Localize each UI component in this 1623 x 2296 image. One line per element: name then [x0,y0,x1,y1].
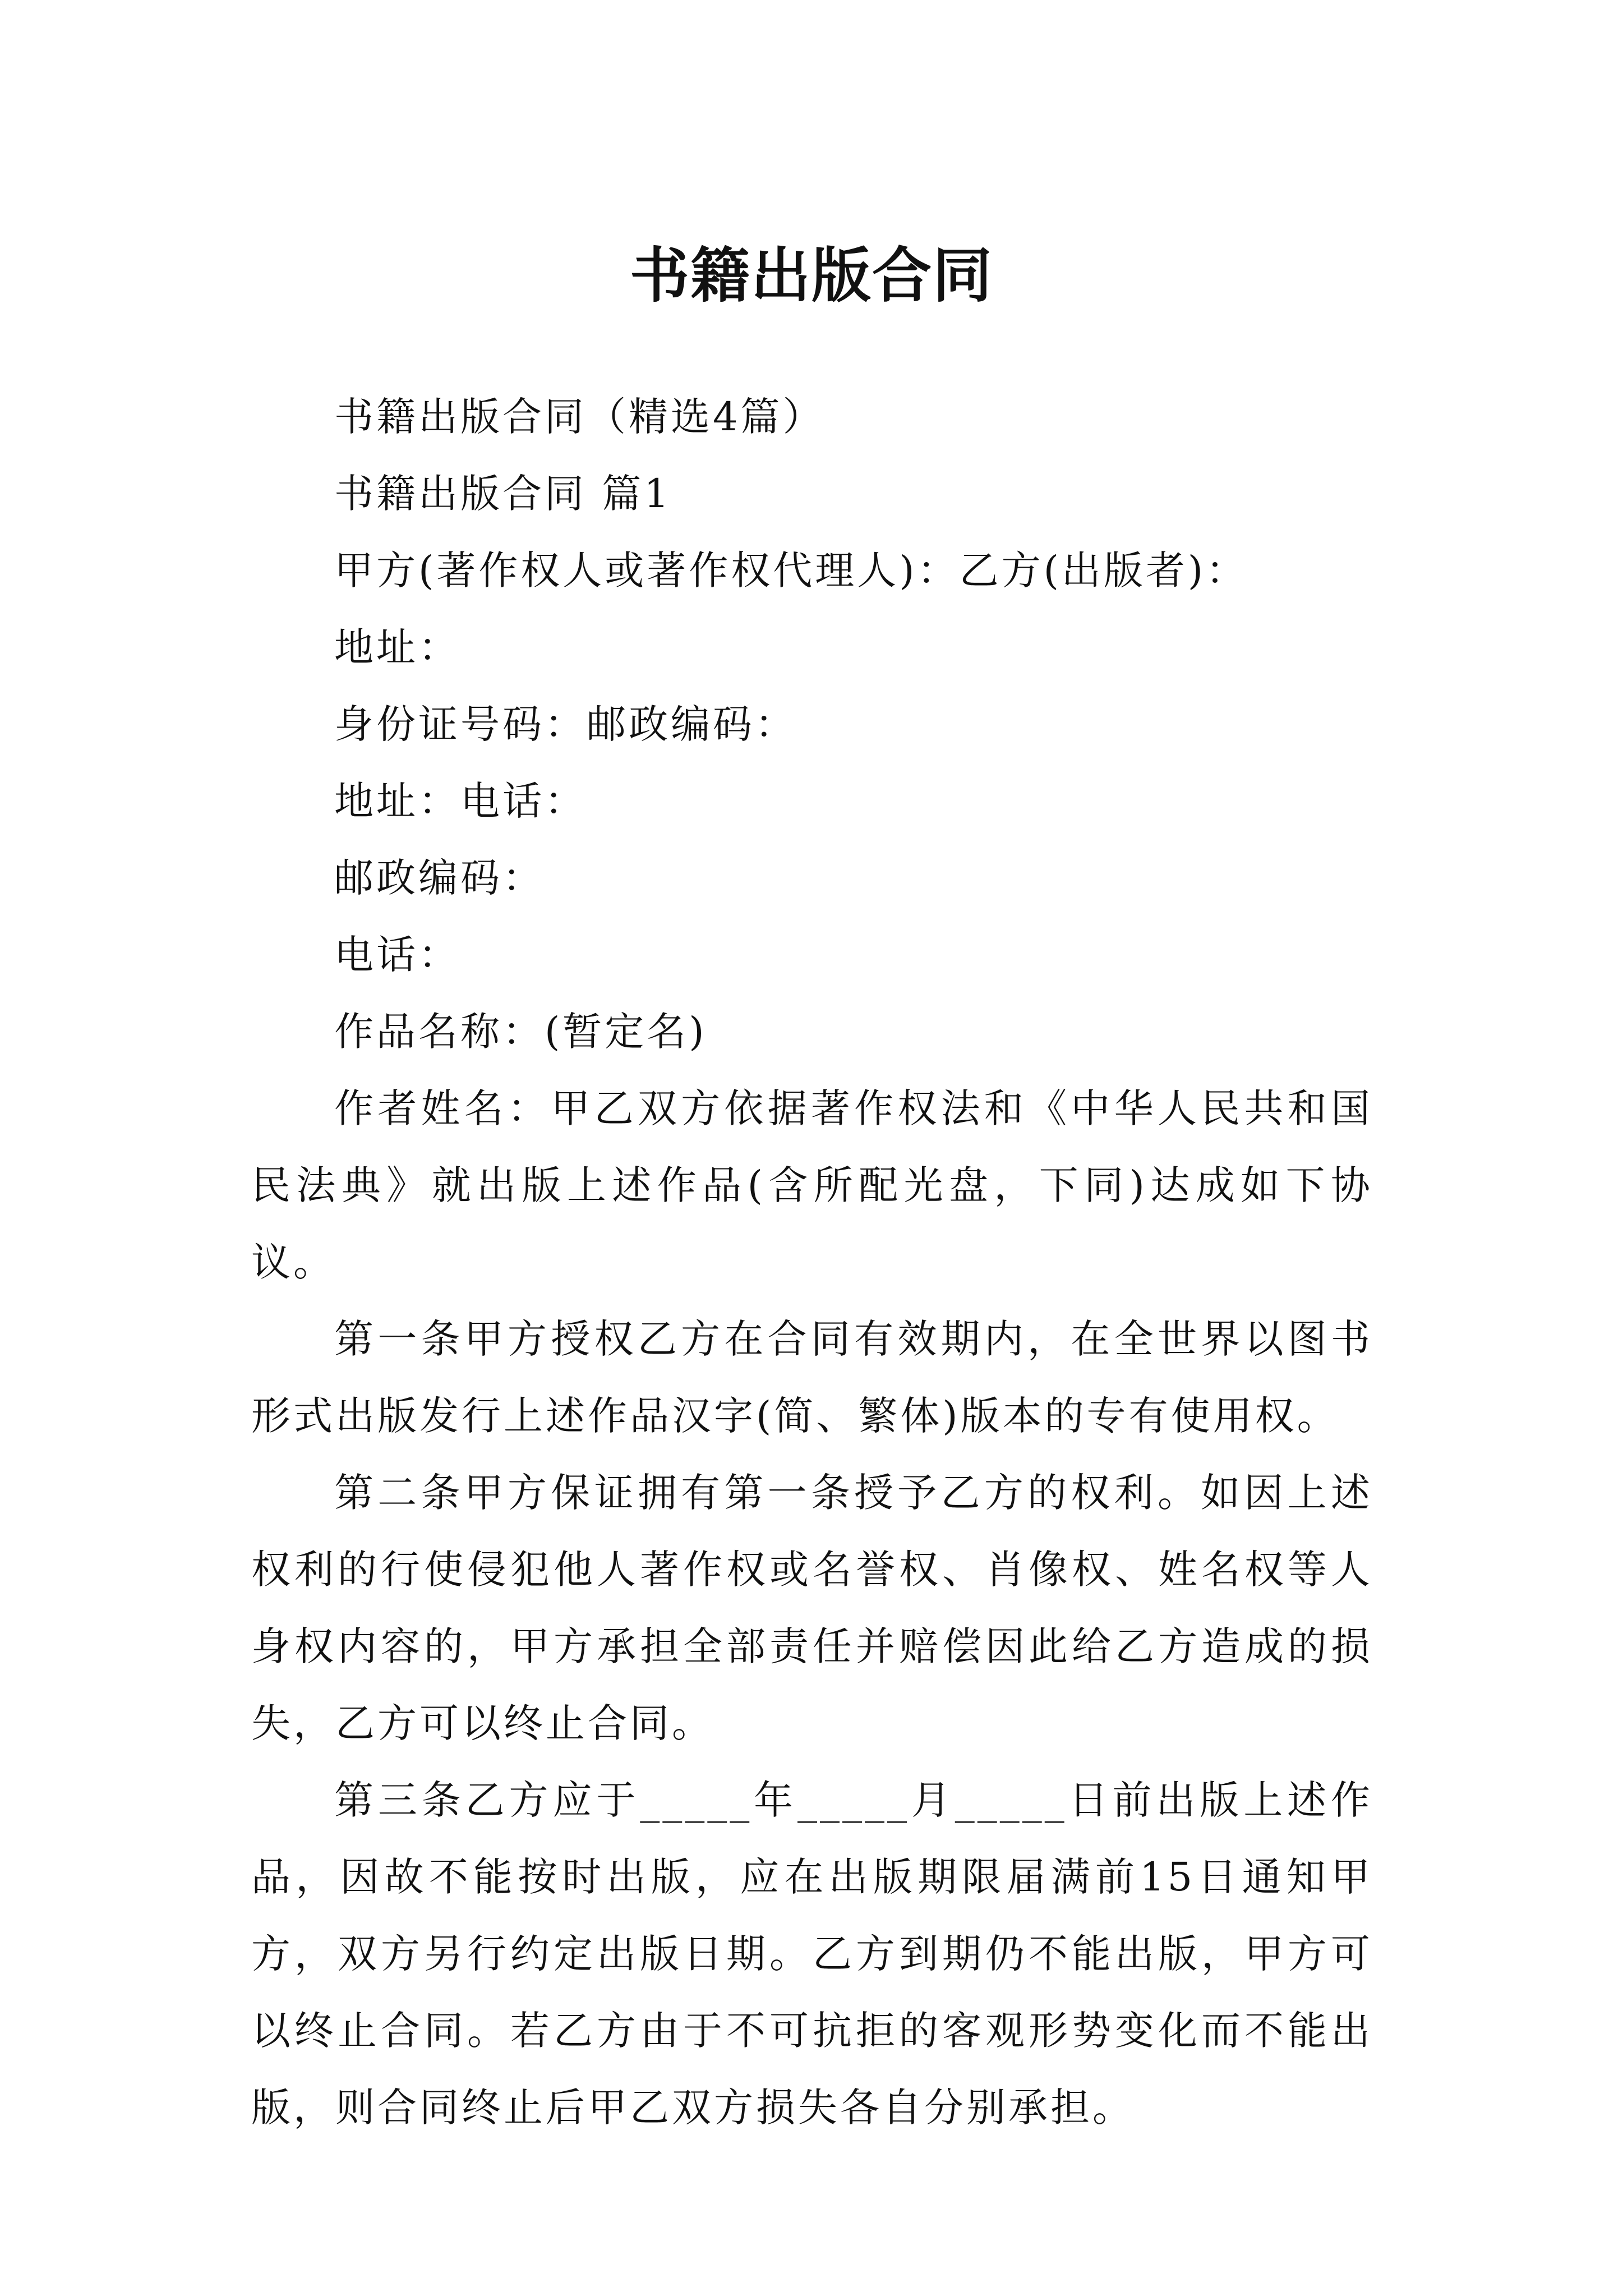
paragraph-article-3: 第三条乙方应于_____年_____月_____日前出版上述作品，因故不能按时出版，应在出版期限届满前15日通知甲方，双方另行约定出版日期。乙方到期仍不能出版，甲方可以终止合同。若乙方由于不可抗拒的客观形势变化而不能出版，则合同终止后甲乙双方损失各自分别承担。 [251,1777,1373,2131]
paragraph-subtitle: 书籍出版合同（精选4篇） [334,394,825,440]
paragraph-parties: 甲方(著作权人或著作权代理人)：乙方(出版者)： [334,547,1248,593]
paragraph-part-heading: 书籍出版合同 篇1 [334,471,672,517]
paragraph-address: 地址： [334,624,460,670]
paragraph-phone: 电话： [334,932,460,978]
paragraph-author-agreement: 作者姓名：甲乙双方依据著作权法和《中华人民共和国民法典》就出版上述作品(含所配光盘，下同)达成如下协议。 [251,1085,1373,1285]
paragraph-address-phone: 地址：电话： [334,778,587,824]
paragraph-article-2: 第二条甲方保证拥有第一条授予乙方的权利。如因上述权利的行使侵犯他人著作权或名誉权、肖像权、姓名权等人身权内容的，甲方承担全部责任并赔偿因此给乙方造成的损失，乙方可以终止合同。 [251,1470,1373,1746]
paragraph-work-title: 作品名称：(暂定名) [334,1009,707,1055]
paragraph-id-postal: 身份证号码：邮政编码： [334,701,797,747]
document-body [251,379,1373,2146]
paragraph-postal-code: 邮政编码： [334,855,545,901]
document-title: 书籍出版合同 [630,240,993,311]
paragraph-article-1: 第一条甲方授权乙方在合同有效期内，在全世界以图书形式出版发行上述作品汉字(简、繁体)版本的专有使用权。 [251,1316,1373,1439]
